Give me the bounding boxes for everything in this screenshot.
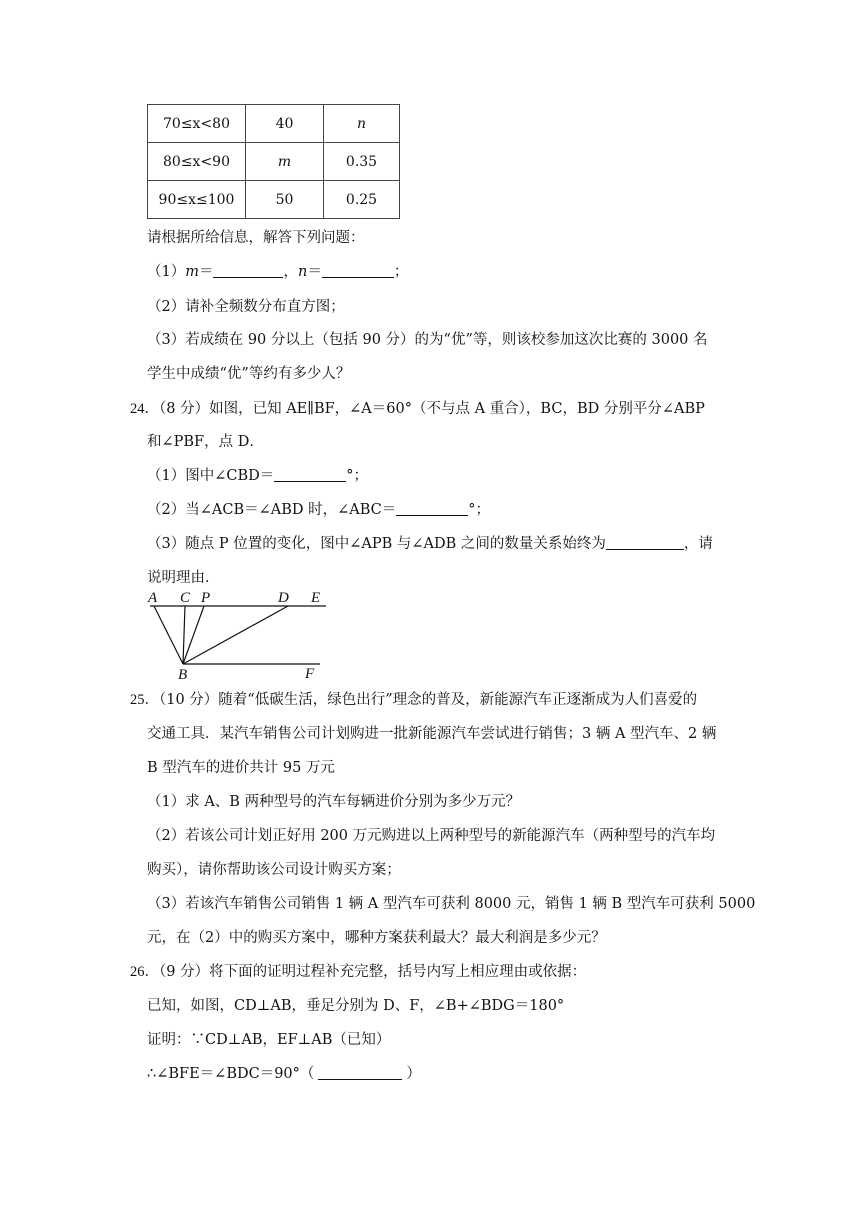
segment-pb	[183, 606, 204, 664]
q25-part3-line1: （3）若该汽车销售公司销售 1 辆 A 型汽车可获利 8000 元，销售 1 辆 B 型汽车可获利 5000	[147, 896, 756, 912]
table-row	[148, 143, 400, 181]
label-p: P	[201, 590, 211, 606]
table-cell-range: 90≤x≤100	[148, 181, 246, 219]
q24-line1: 24．（8 分）如图，已知 AE∥BF，∠A＝60°（不与点 A 重合），BC，BD 分别平分∠ABP	[130, 401, 705, 417]
q24-part3: （3）随点 P 位置的变化，图中∠APB 与∠ADB 之间的数量关系始终为 ，请	[147, 536, 713, 552]
q26-proof1: 证明：∵CD⊥AB，EF⊥AB（已知）	[147, 1032, 391, 1048]
q24-part1: （1）图中∠CBD＝ °；	[147, 468, 368, 484]
label-a: A	[148, 590, 158, 606]
answer-blank-n[interactable]	[322, 263, 394, 278]
segment-ab	[154, 606, 183, 664]
table-cell-range: 70≤x<80	[148, 105, 246, 143]
answer-blank-reason[interactable]	[318, 1065, 402, 1080]
q25-line2: 交通工具．某汽车销售公司计划购进一批新能源汽车尝试进行销售；3 辆 A 型汽车、2 辆	[147, 726, 717, 742]
table-row	[148, 181, 400, 219]
table-cell-rate: n	[324, 105, 400, 143]
label-c: C	[180, 590, 191, 606]
q25-part3-line2: 元，在（2）中的购买方案中，哪种方案获利最大？最大利润是多少元？	[147, 930, 606, 946]
table-cell-frequency: m	[246, 143, 324, 181]
q25-part2-line2: 购买），请你帮助该公司设计购买方案；	[147, 862, 401, 878]
answer-blank-m[interactable]	[213, 263, 283, 278]
q26-given: 已知，如图，CD⊥AB，垂足分别为 D、F，∠B+∠BDG＝180°	[147, 998, 565, 1014]
frequency-table	[147, 104, 400, 219]
table-cell-range: 80≤x<90	[148, 143, 246, 181]
question-number: 24．	[130, 401, 159, 417]
q24-line2: 和∠PBF，点 D．	[147, 434, 264, 450]
segment-cb	[183, 606, 185, 664]
table-row	[148, 105, 400, 143]
question-number: 25．	[130, 692, 159, 708]
label-e: E	[311, 590, 321, 606]
label-f: F	[305, 666, 315, 682]
q25-line1: 25．（10 分）随着“低碳生活，绿色出行”理念的普及，新能源汽车正逐渐成为人们喜爱的	[130, 692, 698, 708]
answer-blank-relation[interactable]	[606, 535, 684, 550]
q26-line1: 26．（9 分）将下面的证明过程补充完整，括号内写上相应理由或依据：	[130, 964, 587, 980]
q26-proof2: ∴∠BFE＝∠BDC＝90°（ ）	[147, 1066, 421, 1082]
table-cell-frequency: 40	[246, 105, 324, 143]
label-b: B	[178, 667, 188, 682]
q23-part3-line1: （3）若成绩在 90 分以上（包括 90 分）的为“优”等，则该校参加这次比赛的 3000 名	[147, 332, 708, 348]
question-number: 26．	[130, 964, 159, 980]
geometry-figure	[140, 586, 340, 682]
answer-blank-abc[interactable]	[396, 501, 468, 516]
q23-part1: （1）m＝ ，n＝ ；	[147, 264, 409, 280]
q24-part2: （2）当∠ACB＝∠ABD 时，∠ABC＝ °；	[147, 502, 490, 518]
segment-db	[183, 606, 288, 664]
table-cell-rate: 0.25	[324, 181, 400, 219]
answer-blank-cbd[interactable]	[274, 467, 346, 482]
q23-intro: 请根据所给信息，解答下列问题：	[147, 230, 365, 246]
q24-part3-line2: 说明理由．	[147, 570, 220, 586]
label-d: D	[278, 590, 289, 606]
q25-line3: B 型汽车的进价共计 95 万元	[147, 760, 335, 776]
q23-part2: （2）请补全频数分布直方图；	[147, 299, 345, 315]
q25-part2-line1: （2）若该公司计划正好用 200 万元购进以上两种型号的新能源汽车（两种型号的汽车均	[147, 828, 716, 844]
table-cell-rate: 0.35	[324, 143, 400, 181]
q25-part1: （1）求 A、B 两种型号的汽车每辆进价分别为多少万元？	[147, 794, 521, 810]
q23-part3-line2: 学生中成绩“优”等约有多少人？	[147, 366, 351, 382]
table-cell-frequency: 50	[246, 181, 324, 219]
